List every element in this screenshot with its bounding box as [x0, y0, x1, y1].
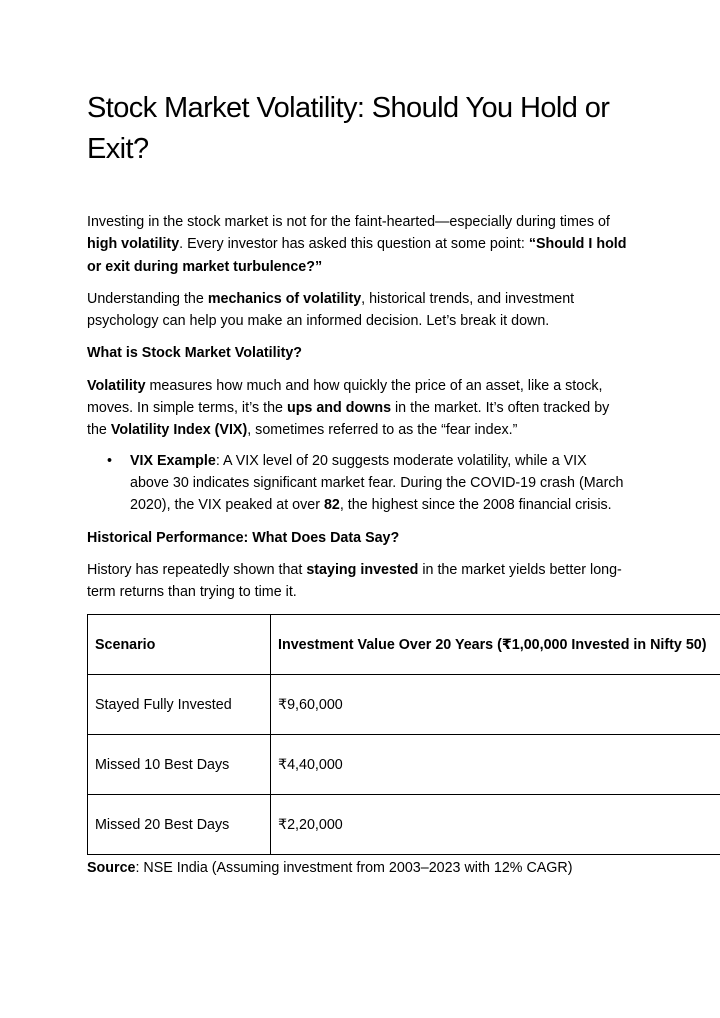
table-row: [88, 735, 720, 795]
returns-table-wrapper: [87, 614, 720, 855]
volatility-paragraph: Volatility measures how much and how quickly the price of an asset, like a stock, moves. In simple terms, it’s the ups and downs in the market. It’s often tracked by the Volatility Index (VIX), sometimes referred to as the “fear index.”: [87, 377, 610, 439]
source-note: Source: NSE India (Assuming investment from 2003–2023 with 12% CAGR): [87, 860, 573, 877]
section-heading-historical: Historical Performance: What Does Data Say?: [87, 529, 400, 546]
section-heading-volatility: What is Stock Market Volatility?: [87, 345, 303, 362]
intro-paragraph-1: Investing in the stock market is not for the faint-hearted—especially during times of high volatility. Every investor has asked this question at some point: “Should I hold or exit during market turbulence?”: [87, 214, 627, 275]
table-cell: ₹4,40,000: [271, 735, 720, 795]
table-cell: ₹9,60,000: [271, 675, 720, 735]
table-row: [88, 795, 720, 855]
bullet-list: [87, 450, 720, 517]
page-title: Stock Market Volatility: Should You Hold or Exit?: [87, 92, 610, 165]
table-row: [88, 675, 720, 735]
table-header-row: [88, 615, 720, 675]
table-cell: Missed 20 Best Days: [88, 795, 271, 855]
table-header-cell: Scenario: [88, 615, 271, 675]
bullet-icon: •: [107, 452, 113, 469]
intro-paragraph-2: Understanding the mechanics of volatility, historical trends, and investment psychology can help you make an informed decision. Let’s break it down.: [87, 290, 575, 330]
table-header-cell: Investment Value Over 20 Years (₹1,00,000 Invested in Nifty 50): [271, 615, 720, 675]
historical-paragraph: History has repeatedly shown that staying invested in the market yields better long-term returns than trying to time it.: [87, 561, 622, 601]
list-item: • VIX Example: A VIX level of 20 suggests moderate volatility, while a VIX above 30 indicates significant market fear. During the COVID-19 crash (March 2020), the VIX peaked at over 82, the highest since the 2008 financial crisis.: [87, 450, 625, 517]
returns-table: [87, 614, 720, 855]
article: [87, 88, 720, 880]
table-cell: Missed 10 Best Days: [88, 735, 271, 795]
table-cell: Stayed Fully Invested: [88, 675, 271, 735]
table-cell: ₹2,20,000: [271, 795, 720, 855]
